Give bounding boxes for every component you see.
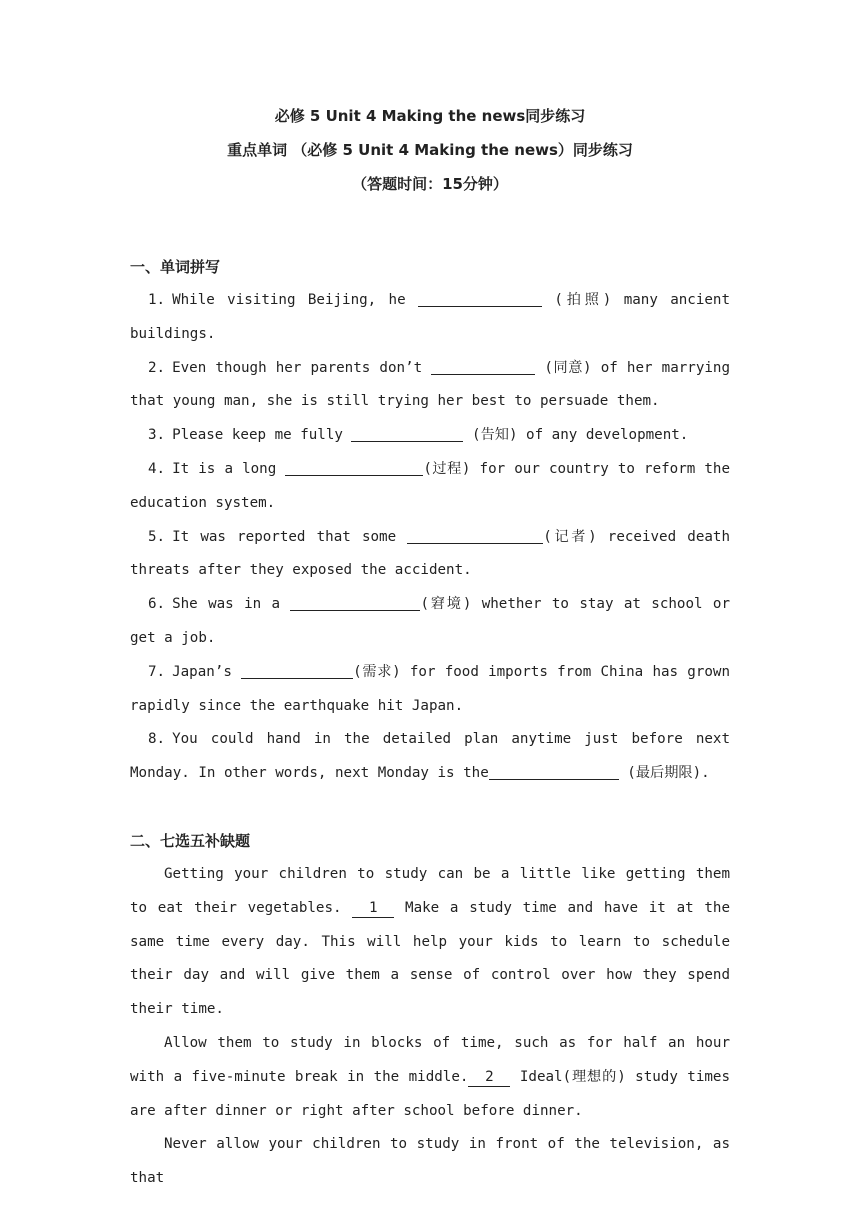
document-page	[130, 0, 730, 1196]
answer-blank[interactable]	[431, 358, 535, 375]
gap-1[interactable]: 1	[352, 899, 394, 918]
passage-paragraph-2: Allow them to study in blocks of time, such as for half an hour with a five-minute break in the middle. 2 Ideal(理想的) study times are after dinner or right after school before dinner.	[130, 1034, 731, 1119]
time-note: （答题时间：15分钟）	[352, 175, 508, 193]
question-1: 1. While visiting Beijing, he (拍照) many ancient buildings.	[130, 292, 731, 342]
passage-paragraph-1: Getting your children to study can be a little like getting them to eat their vegetables. 1 Make a study time and have it at the same time every day. This will help your kids to learn to schedule their day and will give them a sense of control over how they spend their time.	[130, 865, 731, 1018]
answer-blank[interactable]	[418, 290, 542, 307]
answer-blank[interactable]	[241, 662, 353, 679]
answer-blank[interactable]	[290, 594, 420, 611]
question-7: 7. Japan’s (需求) for food imports from China has grown rapidly since the earthquake hit Japan.	[130, 663, 730, 714]
document-title: 必修 5 Unit 4 Making the news同步练习	[274, 107, 586, 125]
answer-blank[interactable]	[407, 527, 543, 544]
section-heading-spelling: 一、单词拼写	[130, 258, 221, 276]
answer-blank[interactable]	[351, 425, 463, 442]
question-2: 2. Even though her parents don’t (同意) of her marrying that young man, she is still trying her best to persuade them.	[130, 359, 730, 410]
question-6: 6. She was in a (窘境) whether to stay at school or get a job.	[130, 596, 731, 646]
question-4: 4. It is a long (过程) for our country to reform the education system.	[130, 460, 730, 511]
question-3: 3. Please keep me fully (告知) of any development.	[148, 427, 689, 444]
answer-blank[interactable]	[489, 763, 619, 780]
passage-paragraph-3: Never allow your children to study in front of the television, as that	[130, 1136, 730, 1187]
question-8: 8. You could hand in the detailed plan anytime just before next Monday. In other words, next Monday is the (最后期限).	[130, 731, 730, 782]
answer-blank[interactable]	[285, 459, 423, 476]
document-subtitle: 重点单词 （必修 5 Unit 4 Making the news）同步练习	[227, 141, 633, 159]
question-5: 5. It was reported that some (记者) received death threats after they exposed the accident.	[130, 528, 730, 579]
section-heading-cloze: 二、七选五补缺题	[130, 831, 251, 850]
gap-2[interactable]: 2	[468, 1068, 510, 1087]
